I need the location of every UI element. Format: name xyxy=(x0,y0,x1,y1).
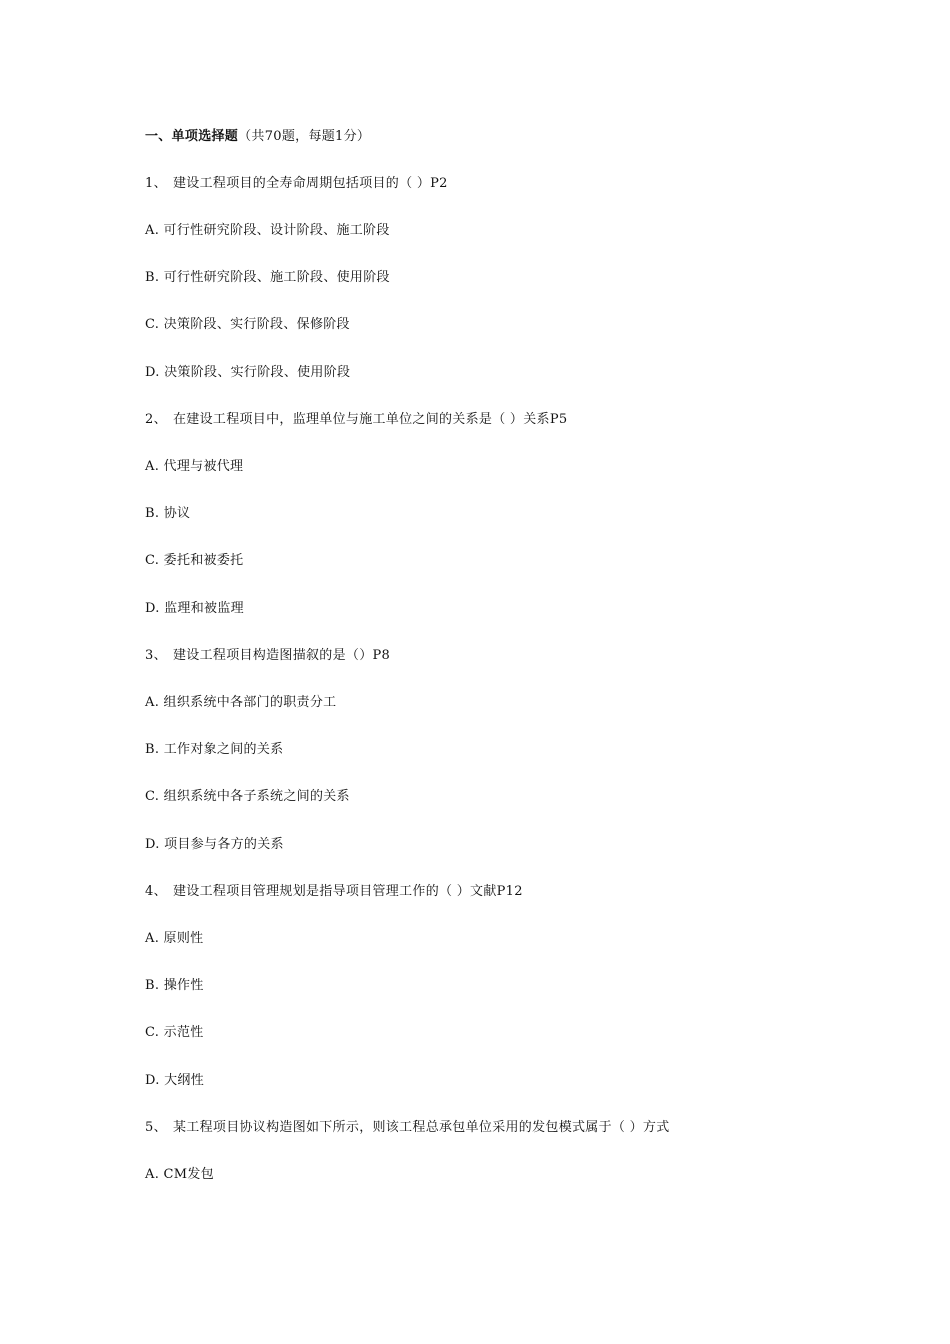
section-heading xyxy=(145,128,370,146)
question-1-option-d: D. 决策阶段、实行阶段、使用阶段 xyxy=(145,365,351,380)
question-1-option-a: A. 可行性研究阶段、设计阶段、施工阶段 xyxy=(145,223,390,238)
question-3-option-c: C. 组织系统中各子系统之间的关系 xyxy=(145,789,350,804)
question-2-option-c: C. 委托和被委托 xyxy=(145,553,244,568)
question-1-option-c: C. 决策阶段、实行阶段、保修阶段 xyxy=(145,317,350,332)
question-2-option-d: D. 监理和被监理 xyxy=(145,601,244,616)
question-5-stem xyxy=(145,1119,670,1137)
section-heading-bold: 一、单项选择题 xyxy=(145,129,239,144)
question-4-option-a: A. 原则性 xyxy=(145,931,204,946)
question-text: 建设工程项目的全寿命周期包括项目的（ ）P2 xyxy=(173,176,448,191)
question-3-stem xyxy=(145,647,390,665)
question-number: 4、 xyxy=(145,884,167,899)
question-3-option-a: A. 组织系统中各部门的职责分工 xyxy=(145,695,337,710)
question-4-option-c: C. 示范性 xyxy=(145,1025,204,1040)
question-number: 5、 xyxy=(145,1120,167,1135)
question-1-option-b: B. 可行性研究阶段、施工阶段、使用阶段 xyxy=(145,270,390,285)
question-2-option-b: B. 协议 xyxy=(145,506,191,521)
question-number: 2、 xyxy=(145,412,167,427)
question-4-option-d: D. 大纲性 xyxy=(145,1073,205,1088)
question-2-option-a: A. 代理与被代理 xyxy=(145,459,244,474)
question-1-stem xyxy=(145,175,448,193)
question-3-option-d: D. 项目参与各方的关系 xyxy=(145,837,284,852)
question-text: 建设工程项目管理规划是指导项目管理工作的（ ）文献P12 xyxy=(173,884,523,899)
question-number: 1、 xyxy=(145,176,167,191)
question-4-stem xyxy=(145,883,523,901)
question-5-option-a: A. CM发包 xyxy=(145,1167,215,1182)
question-number: 3、 xyxy=(145,648,167,663)
question-4-option-b: B. 操作性 xyxy=(145,978,204,993)
question-text: 在建设工程项目中，监理单位与施工单位之间的关系是（ ）关系P5 xyxy=(173,412,568,427)
question-text: 建设工程项目构造图描叙的是（）P8 xyxy=(173,648,391,663)
section-heading-note: （共70题，每题1分） xyxy=(238,129,371,144)
question-3-option-b: B. 工作对象之间的关系 xyxy=(145,742,284,757)
question-text: 某工程项目协议构造图如下所示，则该工程总承包单位采用的发包模式属于（ ）方式 xyxy=(173,1120,670,1135)
question-2-stem xyxy=(145,411,567,429)
